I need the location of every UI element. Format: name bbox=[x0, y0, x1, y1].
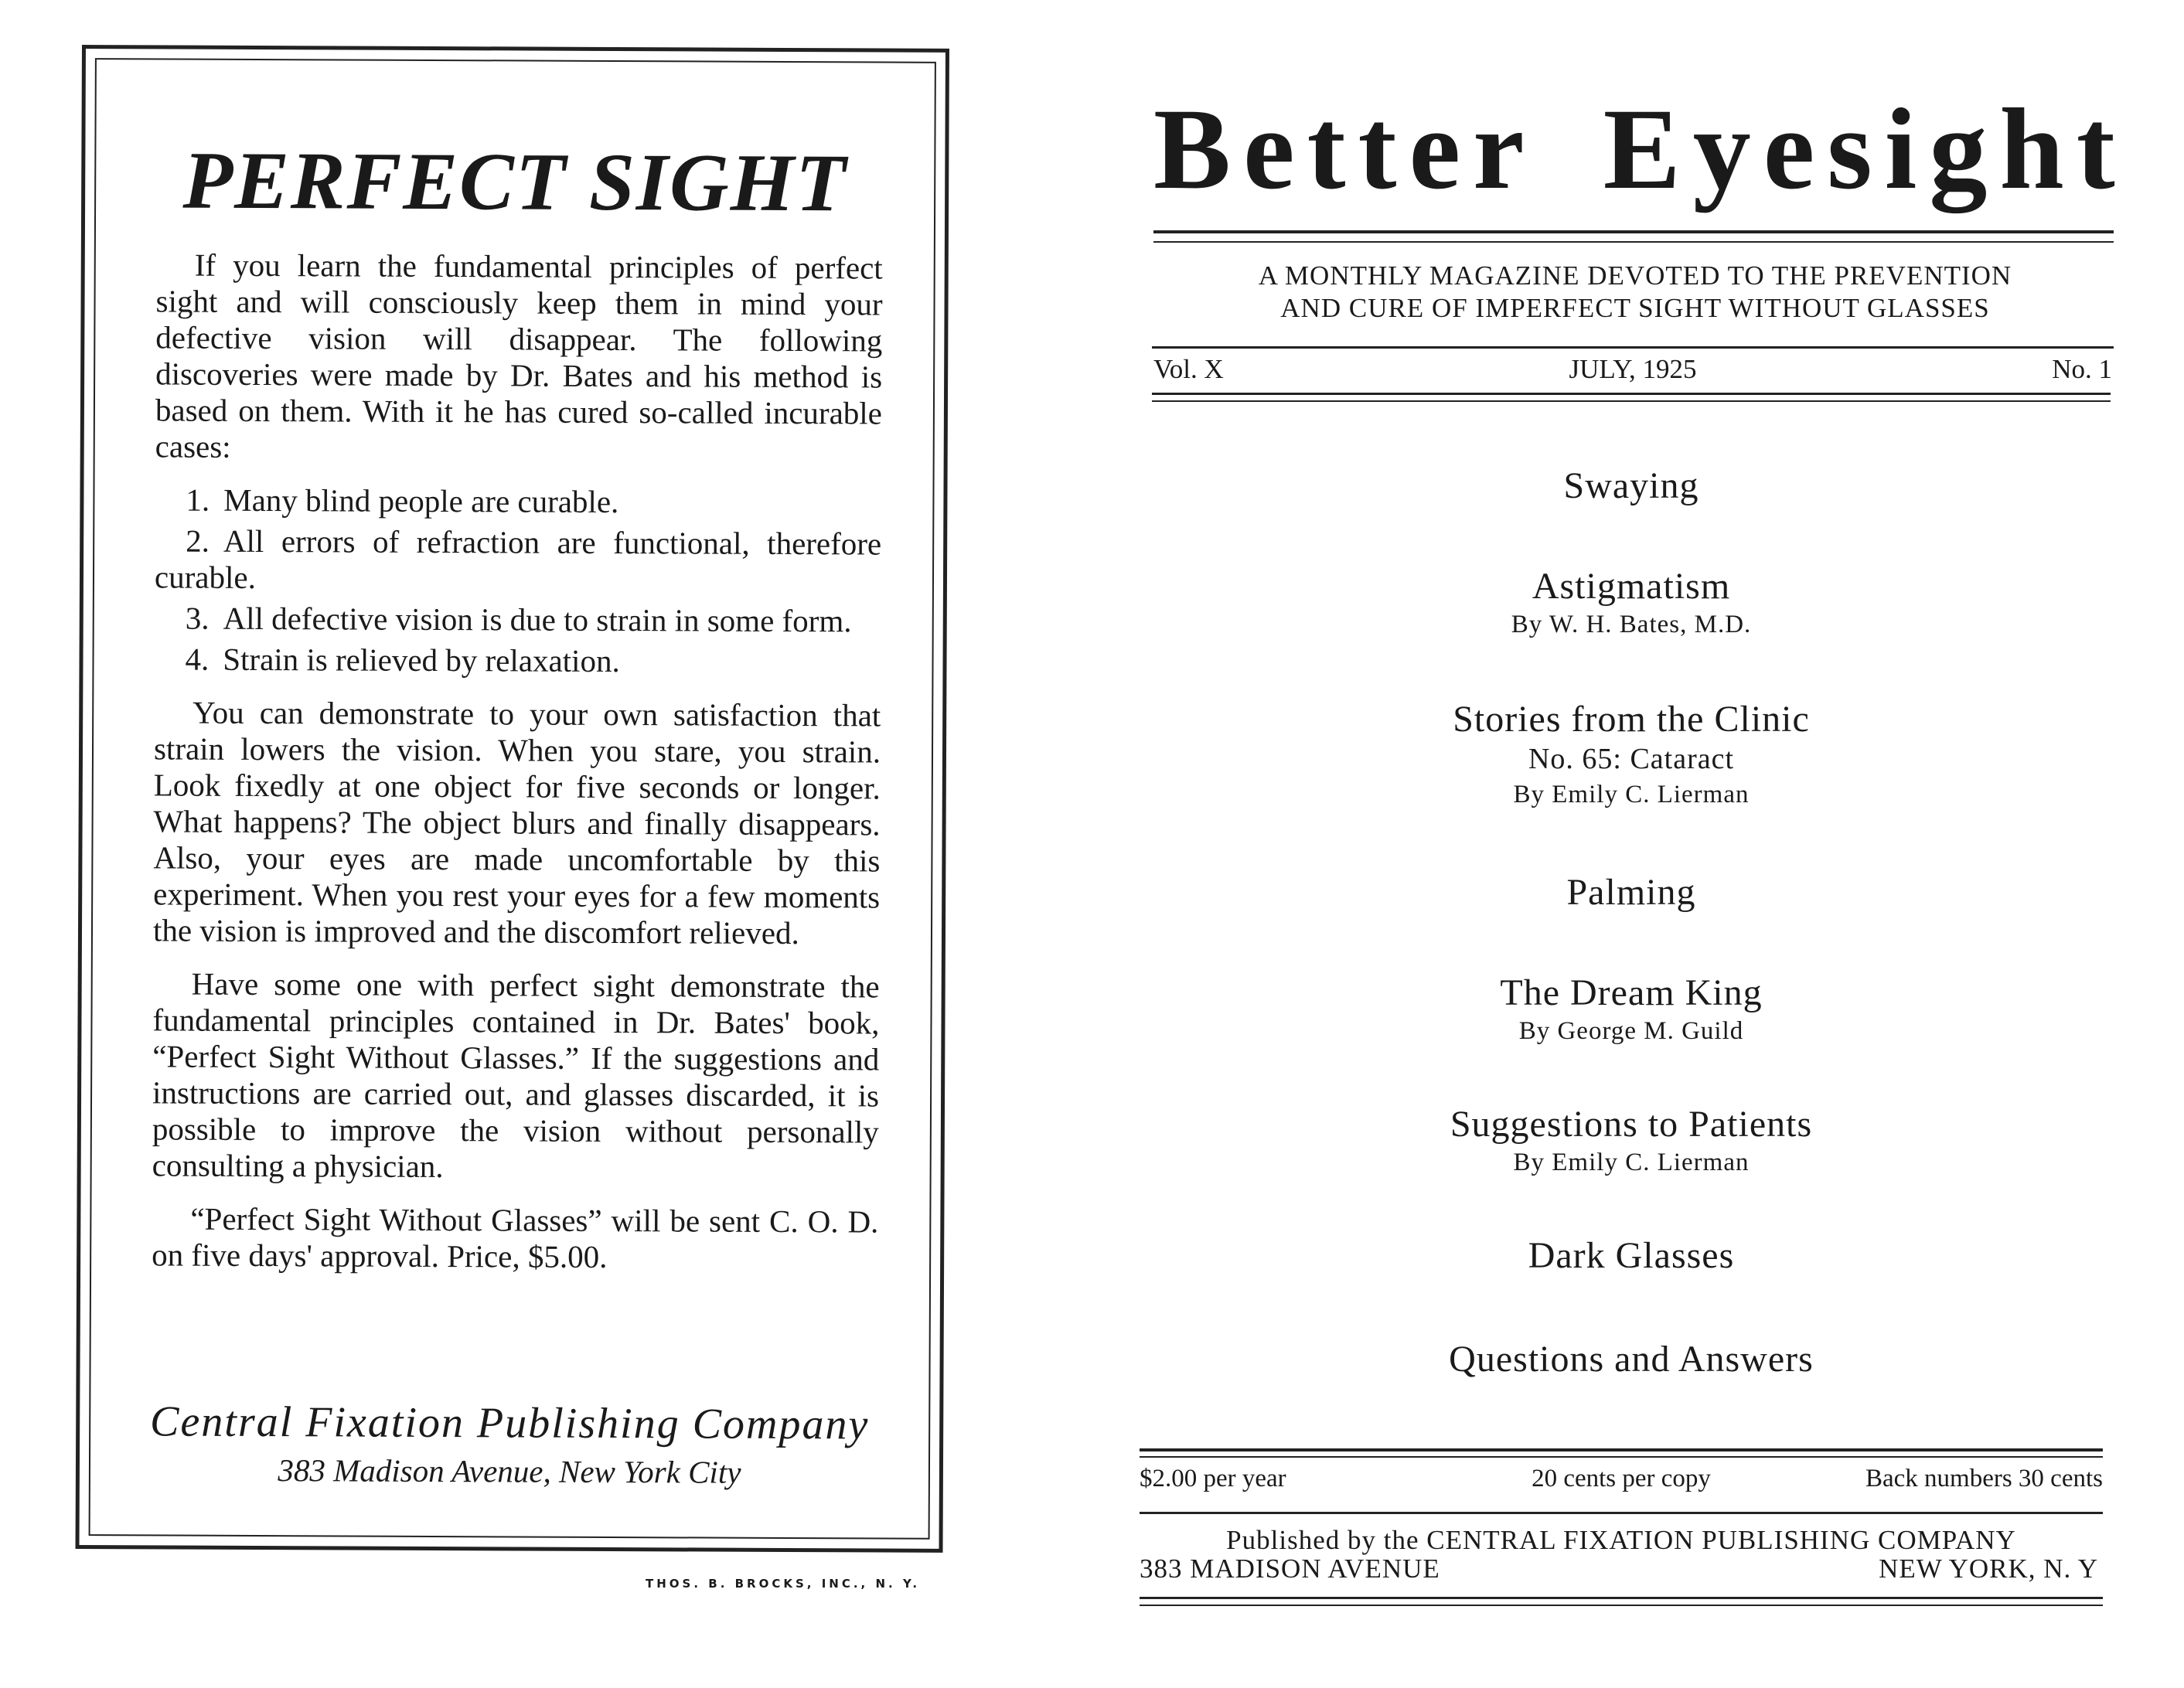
price-back-numbers: Back numbers 30 cents bbox=[1865, 1465, 2103, 1492]
article-title: Astigmatism bbox=[1532, 566, 1731, 607]
list-number: 2. bbox=[186, 522, 210, 559]
intro-paragraph: If you learn the fundamental principles of perfect sight and will consciously keep them in mind your defective vision will disappear. The following discoveries were made by Dr. Bates and his method is based on them. With it he has cured so-called incurable cases: bbox=[155, 247, 883, 465]
price-paragraph: “Perfect Sight Without Glasses” will be sent C. O. D. on five days' approval. Price, $5.00. bbox=[152, 1200, 879, 1275]
published-by: Published by the CENTRAL FIXATION PUBLISHING COMPANY bbox=[1226, 1525, 2016, 1555]
list-text: All errors of refraction are functional, therefore curable. bbox=[154, 522, 882, 595]
publisher-address: 383 Madison Avenue, New York City bbox=[278, 1452, 741, 1490]
book-paragraph: Have some one with perfect sight demonstrate the fundamental principles contained in Dr. Bates' book, “Perfect Sight Without Glasses.” If the suggestions and instructions are carried out, and glasses discarded, it is possible to improve the vision without personally consulting a physician. bbox=[152, 965, 880, 1185]
subtitle-line: A MONTHLY MAGAZINE DEVOTED TO THE PREVENTION bbox=[1258, 260, 2012, 291]
issue-rule-top bbox=[1152, 346, 2114, 349]
article-byline: By W. H. Bates, M.D. bbox=[1511, 611, 1752, 638]
publisher-name: Central Fixation Publishing Company bbox=[149, 1397, 870, 1449]
masthead-word-better: Better bbox=[1153, 85, 1537, 213]
price-per-year: $2.00 per year bbox=[1140, 1465, 1286, 1492]
issue-info bbox=[1153, 354, 2112, 388]
price-per-copy: 20 cents per copy bbox=[1532, 1465, 1711, 1492]
subtitle-line: AND CURE OF IMPERFECT SIGHT WITHOUT GLASSES bbox=[1280, 293, 1990, 323]
article-title: Suggestions to Patients bbox=[1450, 1104, 1813, 1145]
footer-rule-2 bbox=[1140, 1605, 2103, 1606]
article-title: Dark Glasses bbox=[1528, 1235, 1735, 1276]
list-number: 3. bbox=[185, 600, 210, 636]
masthead-rule-bottom bbox=[1153, 241, 2114, 243]
advertisement-frame bbox=[76, 45, 949, 1553]
list-number: 4. bbox=[185, 641, 210, 677]
discoveries-list bbox=[154, 482, 881, 680]
magazine-subtitle bbox=[1152, 260, 2118, 325]
magazine-masthead bbox=[1153, 85, 2128, 213]
issue-date: JULY, 1925 bbox=[1569, 354, 1697, 384]
toc-entry bbox=[1152, 1235, 2111, 1277]
issue-rule-bottom-1 bbox=[1152, 393, 2111, 395]
footer-rule-1 bbox=[1140, 1597, 2103, 1599]
list-item bbox=[155, 522, 881, 598]
price-rule-top-2 bbox=[1140, 1456, 2103, 1458]
advertisement-inner-frame bbox=[89, 58, 936, 1540]
toc-entry bbox=[1152, 465, 2111, 507]
toc-entry bbox=[1152, 1104, 2111, 1179]
toc-entry bbox=[1152, 1339, 2111, 1380]
masthead-word-eyesight: Eyesight bbox=[1603, 85, 2128, 213]
article-byline: By Emily C. Lierman bbox=[1513, 1149, 1750, 1176]
price-rule-bottom bbox=[1140, 1512, 2103, 1514]
volume-number: Vol. X bbox=[1153, 354, 1224, 384]
list-text: All defective vision is due to strain in some form. bbox=[223, 600, 852, 639]
advertisement-title: PERFECT SIGHT bbox=[182, 134, 848, 229]
toc-entry bbox=[1152, 872, 2111, 914]
article-title: Swaying bbox=[1563, 465, 1699, 506]
printer-credit: THOS. B. BROCKS, INC., N. Y. bbox=[646, 1577, 921, 1591]
list-item bbox=[155, 600, 881, 639]
article-byline: By Emily C. Lierman bbox=[1513, 781, 1750, 808]
toc-entry bbox=[1152, 566, 2111, 642]
price-rule-top-1 bbox=[1140, 1448, 2103, 1451]
toc-entry bbox=[1152, 699, 2111, 812]
list-number: 1. bbox=[186, 482, 210, 518]
address-city: NEW YORK, N. Y bbox=[1879, 1554, 2098, 1584]
address-street: 383 MADISON AVENUE bbox=[1140, 1554, 1440, 1584]
demonstration-paragraph: You can demonstrate to your own satisfaction that strain lowers the vision. When you stare, you strain. Look fixedly at one object for five seconds or longer. What happens? The object blurs and finally disappears. Also, your eyes are made uncomfortable by this experiment. When you rest your eyes for a few moments the vision is improved and the discomfort relieved. bbox=[152, 694, 881, 951]
list-text: Many blind people are curable. bbox=[223, 482, 619, 520]
article-title: Palming bbox=[1566, 872, 1696, 913]
issue-rule-bottom-2 bbox=[1152, 400, 2111, 402]
list-text: Strain is relieved by relaxation. bbox=[223, 641, 620, 679]
toc-entry bbox=[1152, 972, 2111, 1048]
masthead-rule-top bbox=[1153, 230, 2114, 233]
subscription-prices bbox=[1140, 1465, 2103, 1499]
article-title: The Dream King bbox=[1500, 972, 1763, 1013]
list-item bbox=[154, 641, 881, 680]
issue-number: No. 1 bbox=[2052, 354, 2112, 384]
article-title: Stories from the Clinic bbox=[1453, 699, 1810, 740]
article-subtitle: No. 65: Cataract bbox=[1528, 743, 1735, 775]
advertisement-body bbox=[152, 247, 883, 1293]
article-title: Questions and Answers bbox=[1449, 1339, 1814, 1380]
article-byline: By George M. Guild bbox=[1518, 1017, 1744, 1045]
list-item bbox=[155, 482, 881, 521]
publisher-address-row bbox=[1140, 1554, 2098, 1588]
